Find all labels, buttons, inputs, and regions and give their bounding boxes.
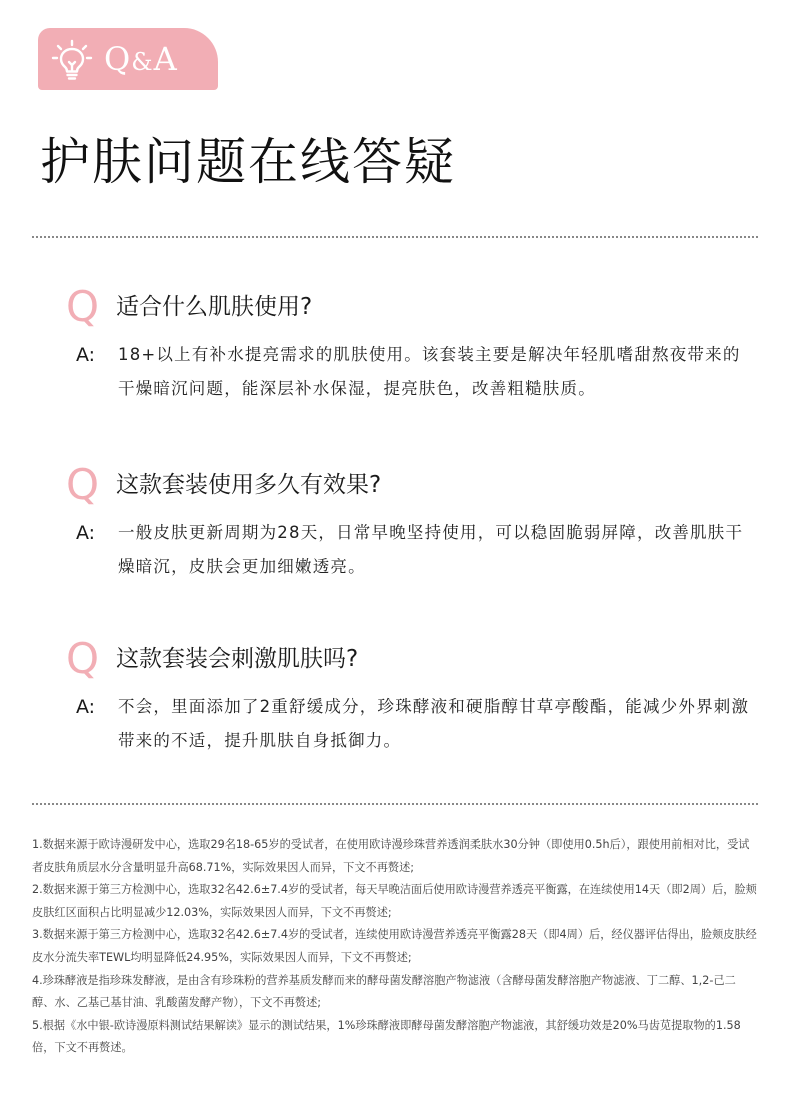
footnote-2: 2.数据来源于第三方检测中心，选取32名42.6±7.4岁的受试者，每天早晚洁面后使用欧诗漫营养透亮平衡露，在连续使用14天（即2周）后，脸颊皮肤红区面积占比明显减少12.03%，实际效果因人而异，下文不再赘述; [32, 883, 757, 919]
page-title: 护肤问题在线答疑 [40, 133, 456, 191]
footnote-5: 5.根据《水中银-欧诗漫原料测试结果解读》显示的测试结果，1%珍珠酵液即酵母菌发酵溶胞产物滤液，其舒缓功效是20%马齿苋提取物的1.58倍，下文不再赘述。 [32, 1018, 741, 1055]
badge-label [104, 40, 178, 81]
answer-text: 18+以上有补水提亮需求的肌肤使用。该套装主要是解决年轻肌嗜甜熬夜带来的干燥暗沉问题，能深层补水保湿，提亮肤色，改善粗糙肤质。 [118, 345, 741, 398]
question-mark-q: Q [66, 460, 100, 509]
qa-item [66, 634, 756, 758]
qa-badge [38, 28, 218, 90]
footnote-4: 4.珍珠酵液是指珍珠发酵液，是由含有珍珠粉的营养基质发酵而来的酵母菌发酵溶胞产物滤液（含酵母菌发酵溶胞产物滤液、丁二醇、1,2-己二醇、水、乙基己基甘油、乳酸菌发酵产物），下文不再赘述; [32, 973, 736, 1010]
answer-row [66, 690, 756, 758]
answer-text: 一般皮肤更新周期为28天，日常早晚坚持使用，可以稳固脆弱屏障，改善肌肤干燥暗沉，皮肤会更加细嫩透亮。 [118, 523, 744, 576]
badge-a: A [153, 40, 178, 78]
question-mark-q: Q [66, 282, 100, 331]
answer-mark-a: A: [76, 344, 96, 366]
divider-top [32, 236, 758, 238]
answer-text: 不会，里面添加了2重舒缓成分，珍珠酵液和硬脂醇甘草亭酸酯，能减少外界刺激带来的不适，提升肌肤自身抵御力。 [118, 697, 750, 750]
question-text: 适合什么肌肤使用? [116, 294, 313, 320]
qa-item [66, 282, 756, 406]
footnote-1: 1.数据来源于欧诗漫研发中心，选取29名18-65岁的受试者，在使用欧诗漫珍珠营养透润柔肤水30分钟（即使用0.5h后），跟使用前相对比，受试者皮肤角质层水分含量明显升高68.71%，实际效果因人而异，下文不再赘述; [32, 838, 750, 874]
answer-mark-a: A: [76, 522, 96, 544]
badge-amp: & [131, 48, 154, 76]
badge-q: Q [104, 40, 132, 78]
footnote-3: 3.数据来源于第三方检测中心，选取32名42.6±7.4岁的受试者，连续使用欧诗漫营养透亮平衡露28天（即4周）后，经仪器评估得出，脸颊皮肤经皮水分流失率TEWL均明显降低24.95%，实际效果因人而异，下文不再赘述; [32, 928, 757, 964]
answer-mark-a: A: [76, 696, 96, 718]
question-row [66, 282, 756, 332]
footnotes [32, 834, 758, 1060]
question-mark-q: Q [66, 634, 100, 683]
divider-bottom [32, 803, 758, 805]
answer-row [66, 516, 756, 584]
question-row [66, 460, 756, 510]
question-text: 这款套装会刺激肌肤吗? [116, 646, 359, 672]
lightbulb-icon [50, 38, 94, 82]
question-row [66, 634, 756, 684]
answer-row [66, 338, 756, 406]
question-text: 这款套装使用多久有效果? [116, 472, 382, 498]
qa-item [66, 460, 756, 584]
